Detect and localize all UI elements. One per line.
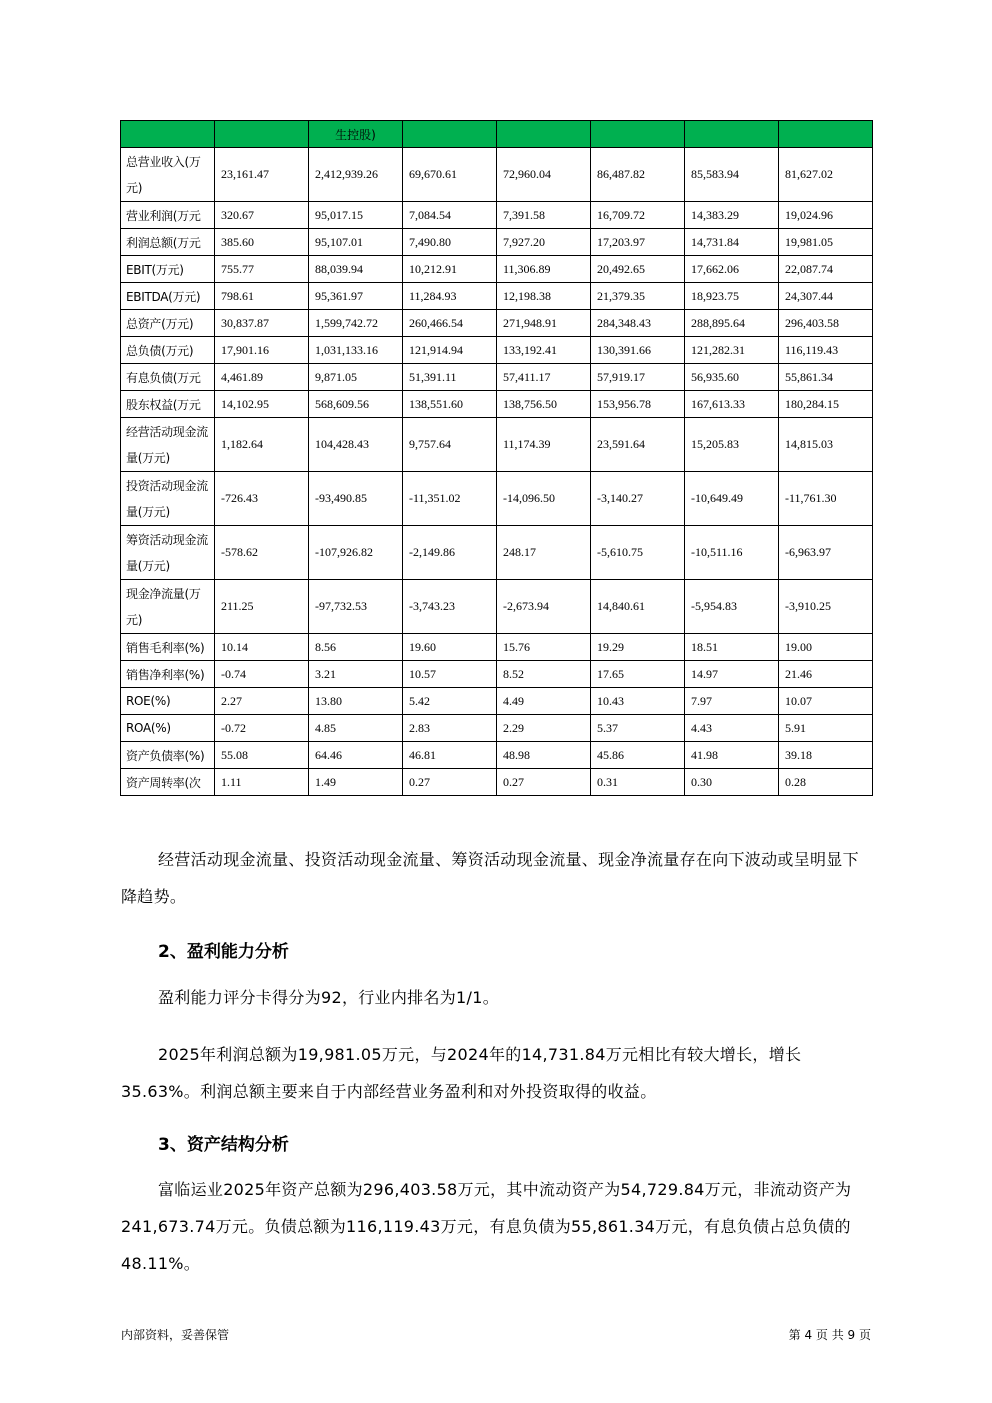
asset-structure-paragraph: 富临运业2025年资产总额为296,403.58万元，其中流动资产为54,729.84万元，非流动资产为241,673.74万元。负债总额为116,119.43万元，有息负债为55,861.34万元，有息负债占总负债的48.11%。 <box>121 1180 852 1273</box>
table-row <box>121 715 873 742</box>
value-cell: 211.25 <box>215 580 309 634</box>
value-cell: 95,107.01 <box>309 229 403 256</box>
value-cell: 4.85 <box>309 715 403 742</box>
table-header-row <box>121 121 873 148</box>
value-cell: -10,511.16 <box>685 526 779 580</box>
value-cell: -3,910.25 <box>779 580 873 634</box>
table-row <box>121 742 873 769</box>
table-row <box>121 283 873 310</box>
header-cell <box>779 121 873 148</box>
value-cell: -14,096.50 <box>497 472 591 526</box>
value-cell: -5,610.75 <box>591 526 685 580</box>
value-cell: 138,551.60 <box>403 391 497 418</box>
value-cell: 14,383.29 <box>685 202 779 229</box>
profit-growth-paragraph: 2025年利润总额为19,981.05万元，与2024年的14,731.84万元相比有较大增长，增长35.63%。利润总额主要来自于内部经营业务盈利和对外投资取得的收益。 <box>121 1045 802 1101</box>
value-cell: 11,306.89 <box>497 256 591 283</box>
value-cell: -0.72 <box>215 715 309 742</box>
table-row <box>121 688 873 715</box>
value-cell: 41.98 <box>685 742 779 769</box>
row-label: 投资活动现金流量(万元) <box>121 472 215 526</box>
value-cell: 72,960.04 <box>497 148 591 202</box>
value-cell: 4.43 <box>685 715 779 742</box>
value-cell: 15,205.83 <box>685 418 779 472</box>
value-cell: 180,284.15 <box>779 391 873 418</box>
profitability-score-paragraph: 盈利能力评分卡得分为92，行业内排名为1/1。 <box>158 988 500 1007</box>
row-label: 营业利润(万元 <box>121 202 215 229</box>
row-label: 总营业收入(万元) <box>121 148 215 202</box>
value-cell: 21,379.35 <box>591 283 685 310</box>
value-cell: -2,149.86 <box>403 526 497 580</box>
row-label: EBIT(万元) <box>121 256 215 283</box>
value-cell: 23,161.47 <box>215 148 309 202</box>
row-label: 筹资活动现金流量(万元) <box>121 526 215 580</box>
table-row <box>121 148 873 202</box>
value-cell: -2,673.94 <box>497 580 591 634</box>
value-cell: 1,182.64 <box>215 418 309 472</box>
value-cell: 104,428.43 <box>309 418 403 472</box>
value-cell: 18,923.75 <box>685 283 779 310</box>
value-cell: -5,954.83 <box>685 580 779 634</box>
value-cell: 85,583.94 <box>685 148 779 202</box>
table-row <box>121 526 873 580</box>
row-label: 销售净利率(%) <box>121 661 215 688</box>
value-cell: 1,031,133.16 <box>309 337 403 364</box>
value-cell: 130,391.66 <box>591 337 685 364</box>
value-cell: 0.27 <box>497 769 591 796</box>
value-cell: 121,914.94 <box>403 337 497 364</box>
value-cell: 14,731.84 <box>685 229 779 256</box>
cashflow-paragraph: 经营活动现金流量、投资活动现金流量、筹资活动现金流量、现金净流量存在向下波动或呈明显下降趋势。 <box>121 850 859 906</box>
value-cell: 51,391.11 <box>403 364 497 391</box>
value-cell: 12,198.38 <box>497 283 591 310</box>
value-cell: -97,732.53 <box>309 580 403 634</box>
value-cell: 0.27 <box>403 769 497 796</box>
value-cell: 10.14 <box>215 634 309 661</box>
value-cell: 69,670.61 <box>403 148 497 202</box>
value-cell: 17,901.16 <box>215 337 309 364</box>
value-cell: 1.11 <box>215 769 309 796</box>
value-cell: 133,192.41 <box>497 337 591 364</box>
value-cell: 0.30 <box>685 769 779 796</box>
table-row <box>121 391 873 418</box>
value-cell: 2,412,939.26 <box>309 148 403 202</box>
value-cell: 10.57 <box>403 661 497 688</box>
value-cell: 798.61 <box>215 283 309 310</box>
value-cell: 57,919.17 <box>591 364 685 391</box>
row-label: 股东权益(万元 <box>121 391 215 418</box>
value-cell: 271,948.91 <box>497 310 591 337</box>
table-row <box>121 769 873 796</box>
footer-page-number: 第 4 页 共 9 页 <box>788 1328 871 1342</box>
value-cell: -93,490.85 <box>309 472 403 526</box>
value-cell: 385.60 <box>215 229 309 256</box>
value-cell: 14,815.03 <box>779 418 873 472</box>
value-cell: 21.46 <box>779 661 873 688</box>
row-label: 经营活动现金流量(万元) <box>121 418 215 472</box>
value-cell: -578.62 <box>215 526 309 580</box>
row-label: ROE(%) <box>121 688 215 715</box>
table-row <box>121 310 873 337</box>
row-label: 资产负债率(%) <box>121 742 215 769</box>
header-cell: 生控股) <box>309 121 403 148</box>
value-cell: 48.98 <box>497 742 591 769</box>
value-cell: 15.76 <box>497 634 591 661</box>
value-cell: 5.37 <box>591 715 685 742</box>
value-cell: 14.97 <box>685 661 779 688</box>
value-cell: -11,351.02 <box>403 472 497 526</box>
value-cell: -726.43 <box>215 472 309 526</box>
value-cell: 284,348.43 <box>591 310 685 337</box>
value-cell: 19,981.05 <box>779 229 873 256</box>
row-label: ROA(%) <box>121 715 215 742</box>
row-label: EBITDA(万元) <box>121 283 215 310</box>
value-cell: -6,963.97 <box>779 526 873 580</box>
value-cell: 19.29 <box>591 634 685 661</box>
row-label: 资产周转率(次 <box>121 769 215 796</box>
value-cell: 138,756.50 <box>497 391 591 418</box>
value-cell: 46.81 <box>403 742 497 769</box>
value-cell: 86,487.82 <box>591 148 685 202</box>
footer-confidential: 内部资料，妥善保管 <box>121 1328 230 1342</box>
value-cell: 19,024.96 <box>779 202 873 229</box>
value-cell: 18.51 <box>685 634 779 661</box>
value-cell: -11,761.30 <box>779 472 873 526</box>
value-cell: 88,039.94 <box>309 256 403 283</box>
value-cell: 39.18 <box>779 742 873 769</box>
value-cell: 30,837.87 <box>215 310 309 337</box>
value-cell: 4,461.89 <box>215 364 309 391</box>
value-cell: -0.74 <box>215 661 309 688</box>
value-cell: 260,466.54 <box>403 310 497 337</box>
value-cell: 14,840.61 <box>591 580 685 634</box>
value-cell: 153,956.78 <box>591 391 685 418</box>
value-cell: 5.42 <box>403 688 497 715</box>
table-row <box>121 202 873 229</box>
section-heading-profitability: 2、盈利能力分析 <box>158 942 289 962</box>
header-cell <box>403 121 497 148</box>
value-cell: 2.29 <box>497 715 591 742</box>
value-cell: 7,490.80 <box>403 229 497 256</box>
value-cell: 17,662.06 <box>685 256 779 283</box>
value-cell: 0.31 <box>591 769 685 796</box>
value-cell: 45.86 <box>591 742 685 769</box>
value-cell: 116,119.43 <box>779 337 873 364</box>
value-cell: -10,649.49 <box>685 472 779 526</box>
value-cell: 4.49 <box>497 688 591 715</box>
value-cell: 55,861.34 <box>779 364 873 391</box>
value-cell: 13.80 <box>309 688 403 715</box>
row-label: 总负债(万元) <box>121 337 215 364</box>
financial-table <box>120 120 873 796</box>
value-cell: 8.56 <box>309 634 403 661</box>
value-cell: 7,391.58 <box>497 202 591 229</box>
value-cell: -3,743.23 <box>403 580 497 634</box>
value-cell: 288,895.64 <box>685 310 779 337</box>
value-cell: 95,361.97 <box>309 283 403 310</box>
value-cell: 64.46 <box>309 742 403 769</box>
value-cell: 11,284.93 <box>403 283 497 310</box>
value-cell: -3,140.27 <box>591 472 685 526</box>
value-cell: 19.60 <box>403 634 497 661</box>
value-cell: 9,871.05 <box>309 364 403 391</box>
table-row <box>121 364 873 391</box>
row-label: 销售毛利率(%) <box>121 634 215 661</box>
header-cell <box>215 121 309 148</box>
value-cell: 7,927.20 <box>497 229 591 256</box>
value-cell: 11,174.39 <box>497 418 591 472</box>
value-cell: 22,087.74 <box>779 256 873 283</box>
row-label: 有息负债(万元 <box>121 364 215 391</box>
table-row <box>121 229 873 256</box>
table-row <box>121 418 873 472</box>
table-row <box>121 337 873 364</box>
value-cell: 20,492.65 <box>591 256 685 283</box>
value-cell: 81,627.02 <box>779 148 873 202</box>
value-cell: 23,591.64 <box>591 418 685 472</box>
value-cell: 1.49 <box>309 769 403 796</box>
value-cell: 568,609.56 <box>309 391 403 418</box>
value-cell: 320.67 <box>215 202 309 229</box>
value-cell: 296,403.58 <box>779 310 873 337</box>
header-cell <box>591 121 685 148</box>
value-cell: 2.27 <box>215 688 309 715</box>
table-row <box>121 256 873 283</box>
value-cell: 5.91 <box>779 715 873 742</box>
value-cell: 1,599,742.72 <box>309 310 403 337</box>
value-cell: 0.28 <box>779 769 873 796</box>
header-cell <box>685 121 779 148</box>
value-cell: 55.08 <box>215 742 309 769</box>
table-row <box>121 661 873 688</box>
value-cell: 10.07 <box>779 688 873 715</box>
value-cell: 95,017.15 <box>309 202 403 229</box>
table-row <box>121 472 873 526</box>
value-cell: 17.65 <box>591 661 685 688</box>
table-row <box>121 634 873 661</box>
value-cell: 121,282.31 <box>685 337 779 364</box>
header-cell <box>497 121 591 148</box>
row-label: 利润总额(万元 <box>121 229 215 256</box>
value-cell: 17,203.97 <box>591 229 685 256</box>
row-label: 现金净流量(万元) <box>121 580 215 634</box>
value-cell: 10,212.91 <box>403 256 497 283</box>
value-cell: 2.83 <box>403 715 497 742</box>
value-cell: 3.21 <box>309 661 403 688</box>
value-cell: 10.43 <box>591 688 685 715</box>
header-cell <box>121 121 215 148</box>
value-cell: 57,411.17 <box>497 364 591 391</box>
value-cell: 16,709.72 <box>591 202 685 229</box>
value-cell: 8.52 <box>497 661 591 688</box>
section-heading-asset-structure: 3、资产结构分析 <box>158 1135 289 1155</box>
value-cell: 19.00 <box>779 634 873 661</box>
value-cell: 56,935.60 <box>685 364 779 391</box>
value-cell: 248.17 <box>497 526 591 580</box>
value-cell: 7,084.54 <box>403 202 497 229</box>
value-cell: -107,926.82 <box>309 526 403 580</box>
value-cell: 755.77 <box>215 256 309 283</box>
value-cell: 7.97 <box>685 688 779 715</box>
table-row <box>121 580 873 634</box>
value-cell: 167,613.33 <box>685 391 779 418</box>
value-cell: 9,757.64 <box>403 418 497 472</box>
row-label: 总资产(万元) <box>121 310 215 337</box>
value-cell: 24,307.44 <box>779 283 873 310</box>
value-cell: 14,102.95 <box>215 391 309 418</box>
